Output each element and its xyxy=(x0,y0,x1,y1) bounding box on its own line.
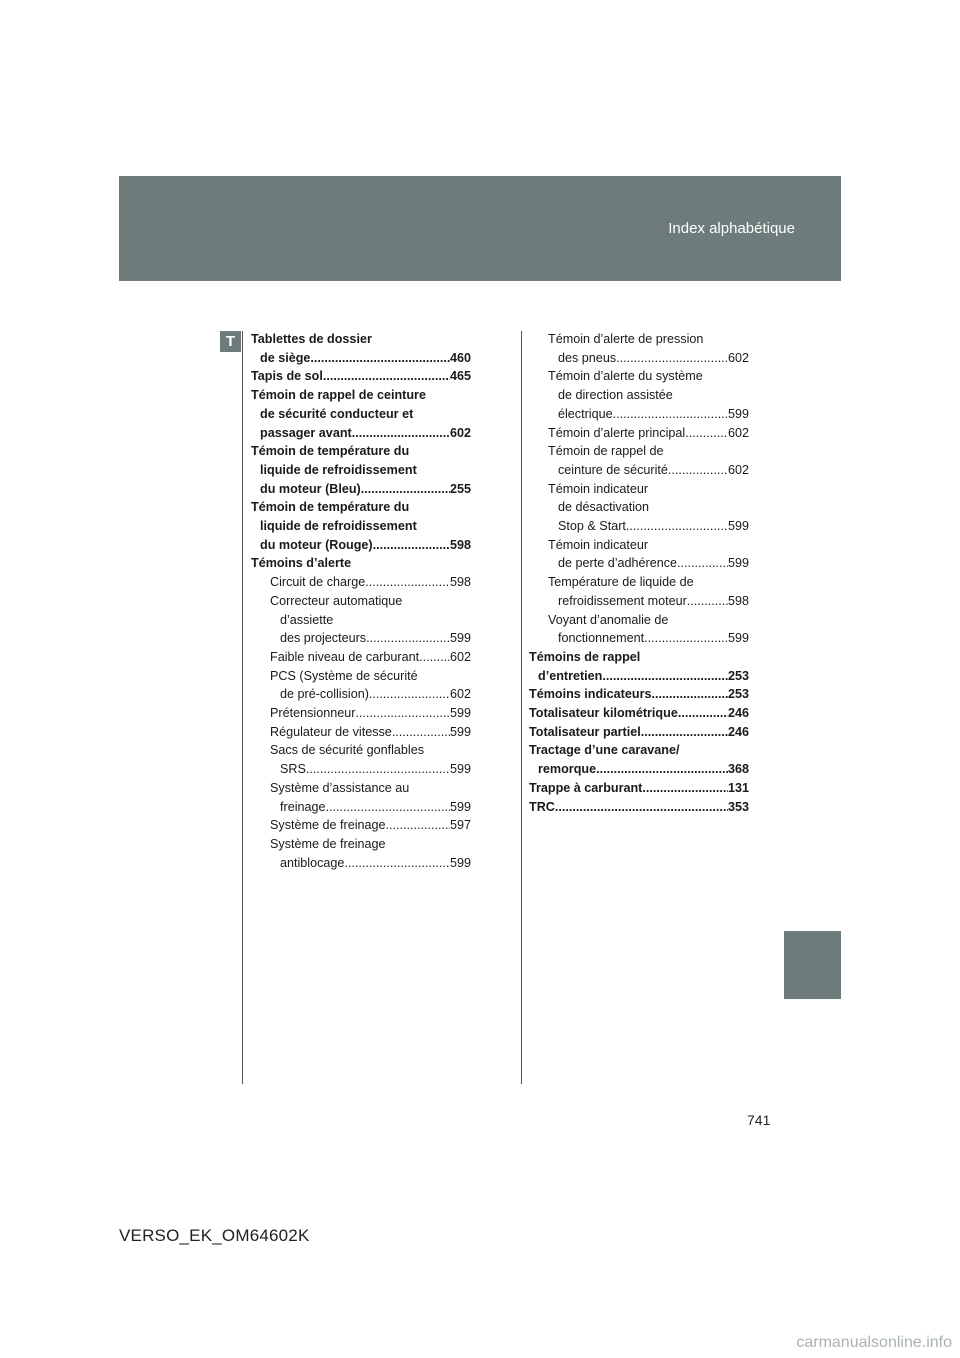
index-entry-text: Correcteur automatique xyxy=(270,593,403,608)
leader-dots xyxy=(366,629,450,648)
index-entry xyxy=(529,779,749,798)
index-entry-page: 599 xyxy=(727,631,749,646)
index-entry-page: 599 xyxy=(449,724,471,739)
index-entry-text: Circuit de charge xyxy=(270,575,366,590)
index-entry-text: Faible niveau de carburant xyxy=(270,649,420,664)
index-entry-page: 602 xyxy=(727,462,749,477)
index-entry-page: 253 xyxy=(727,687,749,702)
index-entry-text: de direction assistée xyxy=(558,388,673,403)
index-entry xyxy=(251,573,471,592)
index-entry xyxy=(529,442,749,479)
index-entry-page: 353 xyxy=(727,799,749,814)
index-entry-text: Prétensionneur xyxy=(270,706,356,721)
index-entry-page: 131 xyxy=(727,780,749,795)
index-entry xyxy=(529,648,749,685)
leader-dots xyxy=(651,685,728,704)
index-entry xyxy=(529,330,749,367)
index-entry-text: de pré-collision) xyxy=(280,687,369,702)
index-entry-text: Témoin de température du xyxy=(251,500,410,515)
index-entry-page: 599 xyxy=(727,556,749,571)
index-entry xyxy=(251,648,471,667)
index-entry xyxy=(251,330,471,367)
leader-dots xyxy=(352,424,450,443)
leader-dots xyxy=(310,349,450,368)
index-entry xyxy=(529,367,749,423)
index-entry-text: SRS xyxy=(280,762,306,777)
index-entry-page: 602 xyxy=(727,425,749,440)
leader-dots xyxy=(361,480,450,499)
index-entry-text: liquide de refroidissement xyxy=(260,519,417,534)
leader-dots xyxy=(306,760,450,779)
index-entry xyxy=(529,536,749,573)
leader-dots xyxy=(677,554,728,573)
index-entry-page: 460 xyxy=(449,350,471,365)
index-entry-text: Voyant d’anomalie de xyxy=(548,612,669,627)
index-entry xyxy=(251,741,471,778)
leader-dots xyxy=(392,723,450,742)
leader-dots xyxy=(326,798,450,817)
leader-dots xyxy=(344,854,450,873)
index-entry-page: 599 xyxy=(727,406,749,421)
index-entry-page: 599 xyxy=(449,855,471,870)
index-entry-text: Témoin de rappel de ceinture xyxy=(251,388,426,403)
index-entry-page: 368 xyxy=(727,762,749,777)
index-entry-text: ceinture de sécurité xyxy=(558,462,668,477)
index-entry-text: des projecteurs xyxy=(280,631,367,646)
index-entry-text: passager avant xyxy=(260,425,352,440)
index-entry-text: fonctionnement xyxy=(558,631,645,646)
leader-dots xyxy=(626,517,728,536)
index-entry xyxy=(251,835,471,872)
index-entry-text: Témoin d’alerte principal xyxy=(548,425,686,440)
chapter-tab xyxy=(784,931,841,999)
index-entry-text: PCS (Système de sécurité xyxy=(270,668,418,683)
index-entry xyxy=(529,685,749,704)
index-entry-text: de perte d’adhérence xyxy=(558,556,678,571)
index-entry-text: de siège xyxy=(260,350,311,365)
index-entry xyxy=(529,798,749,817)
index-entry-text: Témoins de rappel xyxy=(529,649,641,664)
index-entry-text: Système de freinage xyxy=(270,836,386,851)
index-entry xyxy=(251,667,471,704)
leader-dots xyxy=(323,367,450,386)
leader-dots xyxy=(369,685,450,704)
index-entry-text: d’entretien xyxy=(538,668,603,683)
index-entry-text: électrique xyxy=(558,406,613,421)
index-entry-text: Trappe à carburant xyxy=(529,780,643,795)
index-entry-text: Système d’assistance au xyxy=(270,780,410,795)
index-entry-page: 599 xyxy=(727,519,749,534)
index-entry xyxy=(251,554,471,573)
index-entry-text: Tapis de sol xyxy=(251,369,323,384)
leader-dots xyxy=(355,704,450,723)
index-entry-text: antiblocage xyxy=(280,855,345,870)
index-entry xyxy=(251,779,471,816)
index-entry-page: 599 xyxy=(449,706,471,721)
index-entry-text: freinage xyxy=(280,799,326,814)
index-entry-text: Sacs de sécurité gonflables xyxy=(270,743,425,758)
index-entry-text: de désactivation xyxy=(558,500,650,515)
index-entry-page: 602 xyxy=(449,425,471,440)
leader-dots xyxy=(668,461,728,480)
leader-dots xyxy=(373,536,450,555)
index-entry-page: 599 xyxy=(449,631,471,646)
index-entry-text: Totalisateur kilométrique xyxy=(529,706,678,721)
index-column-right xyxy=(529,330,749,816)
index-entry-page: 602 xyxy=(449,649,471,664)
index-entry-page: 465 xyxy=(449,369,471,384)
index-entry-text: Témoin d’alerte de pression xyxy=(548,332,704,346)
index-entry xyxy=(529,704,749,723)
section-title: Index alphabétique xyxy=(668,220,795,237)
index-entry-text: du moteur (Rouge) xyxy=(260,537,373,552)
index-entry-text: Stop & Start xyxy=(558,519,626,534)
index-entry-page: 599 xyxy=(449,762,471,777)
index-entry-page: 598 xyxy=(449,575,471,590)
index-entry xyxy=(529,723,749,742)
leader-dots xyxy=(642,779,728,798)
index-entry xyxy=(529,741,749,778)
column-divider-right xyxy=(521,331,522,1084)
index-entry-text: Température de liquide de xyxy=(548,575,694,590)
index-entry-text: remorque xyxy=(538,762,597,777)
index-entry-text: du moteur (Bleu) xyxy=(260,481,361,496)
leader-dots xyxy=(602,667,728,686)
leader-dots xyxy=(386,816,450,835)
watermark: carmanualsonline.info xyxy=(796,1334,952,1351)
index-entry-page: 246 xyxy=(727,724,749,739)
leader-dots xyxy=(419,648,450,667)
index-entry-text: d’assiette xyxy=(280,612,334,627)
index-entry xyxy=(251,498,471,554)
index-entry xyxy=(251,704,471,723)
index-entry-page: 598 xyxy=(449,537,471,552)
leader-dots xyxy=(644,629,728,648)
index-letter-badge: T xyxy=(220,331,241,352)
index-column-left xyxy=(251,330,471,872)
index-entry xyxy=(251,816,471,835)
index-entry-text: Témoin indicateur xyxy=(548,537,649,552)
page-number: 741 xyxy=(747,1112,771,1128)
index-entry xyxy=(251,723,471,742)
index-entry-text: refroidissement moteur xyxy=(558,593,687,608)
index-entry-page: 599 xyxy=(449,799,471,814)
index-entry xyxy=(529,573,749,610)
header-band xyxy=(119,176,841,281)
index-entry-text: liquide de refroidissement xyxy=(260,462,417,477)
index-entry xyxy=(529,424,749,443)
index-entry xyxy=(251,386,471,442)
leader-dots xyxy=(555,798,728,817)
index-entry-text: Témoins d’alerte xyxy=(251,556,352,571)
index-entry xyxy=(251,442,471,498)
index-entry xyxy=(529,611,749,648)
leader-dots xyxy=(596,760,728,779)
index-entry-text: Système de freinage xyxy=(270,818,386,833)
index-entry-page: 602 xyxy=(449,687,471,702)
index-entry-text: Tractage d’une caravane/ xyxy=(529,743,680,758)
index-entry-page: 598 xyxy=(727,593,749,608)
index-entry-text: Témoins indicateurs xyxy=(529,687,652,702)
leader-dots xyxy=(685,424,728,443)
index-entry-text: Tablettes de dossier xyxy=(251,332,372,346)
column-divider-left xyxy=(242,331,243,1084)
index-entry-page: 246 xyxy=(727,706,749,721)
index-entry-text: Témoin indicateur xyxy=(548,481,649,496)
index-entry-page: 255 xyxy=(449,481,471,496)
index-entry-text: Régulateur de vitesse xyxy=(270,724,392,739)
index-entry xyxy=(251,367,471,386)
index-entry-text: Témoin de rappel de xyxy=(548,444,664,459)
index-entry-text: Témoin d’alerte du système xyxy=(548,369,703,384)
index-entry-page: 602 xyxy=(727,350,749,365)
leader-dots xyxy=(687,592,728,611)
leader-dots xyxy=(641,723,728,742)
index-entry-text: Témoin de température du xyxy=(251,444,410,459)
document-code: VERSO_EK_OM64602K xyxy=(119,1226,310,1245)
index-entry-page: 597 xyxy=(449,818,471,833)
index-entry-text: TRC xyxy=(529,799,555,814)
leader-dots xyxy=(365,573,450,592)
index-entry xyxy=(529,480,749,536)
index-entry-text: Totalisateur partiel xyxy=(529,724,641,739)
index-entry-text: des pneus xyxy=(558,350,617,365)
leader-dots xyxy=(678,704,728,723)
index-entry xyxy=(251,592,471,648)
index-entry-text: de sécurité conducteur et xyxy=(260,406,414,421)
leader-dots xyxy=(613,405,728,424)
leader-dots xyxy=(616,349,728,368)
index-entry-page: 253 xyxy=(727,668,749,683)
